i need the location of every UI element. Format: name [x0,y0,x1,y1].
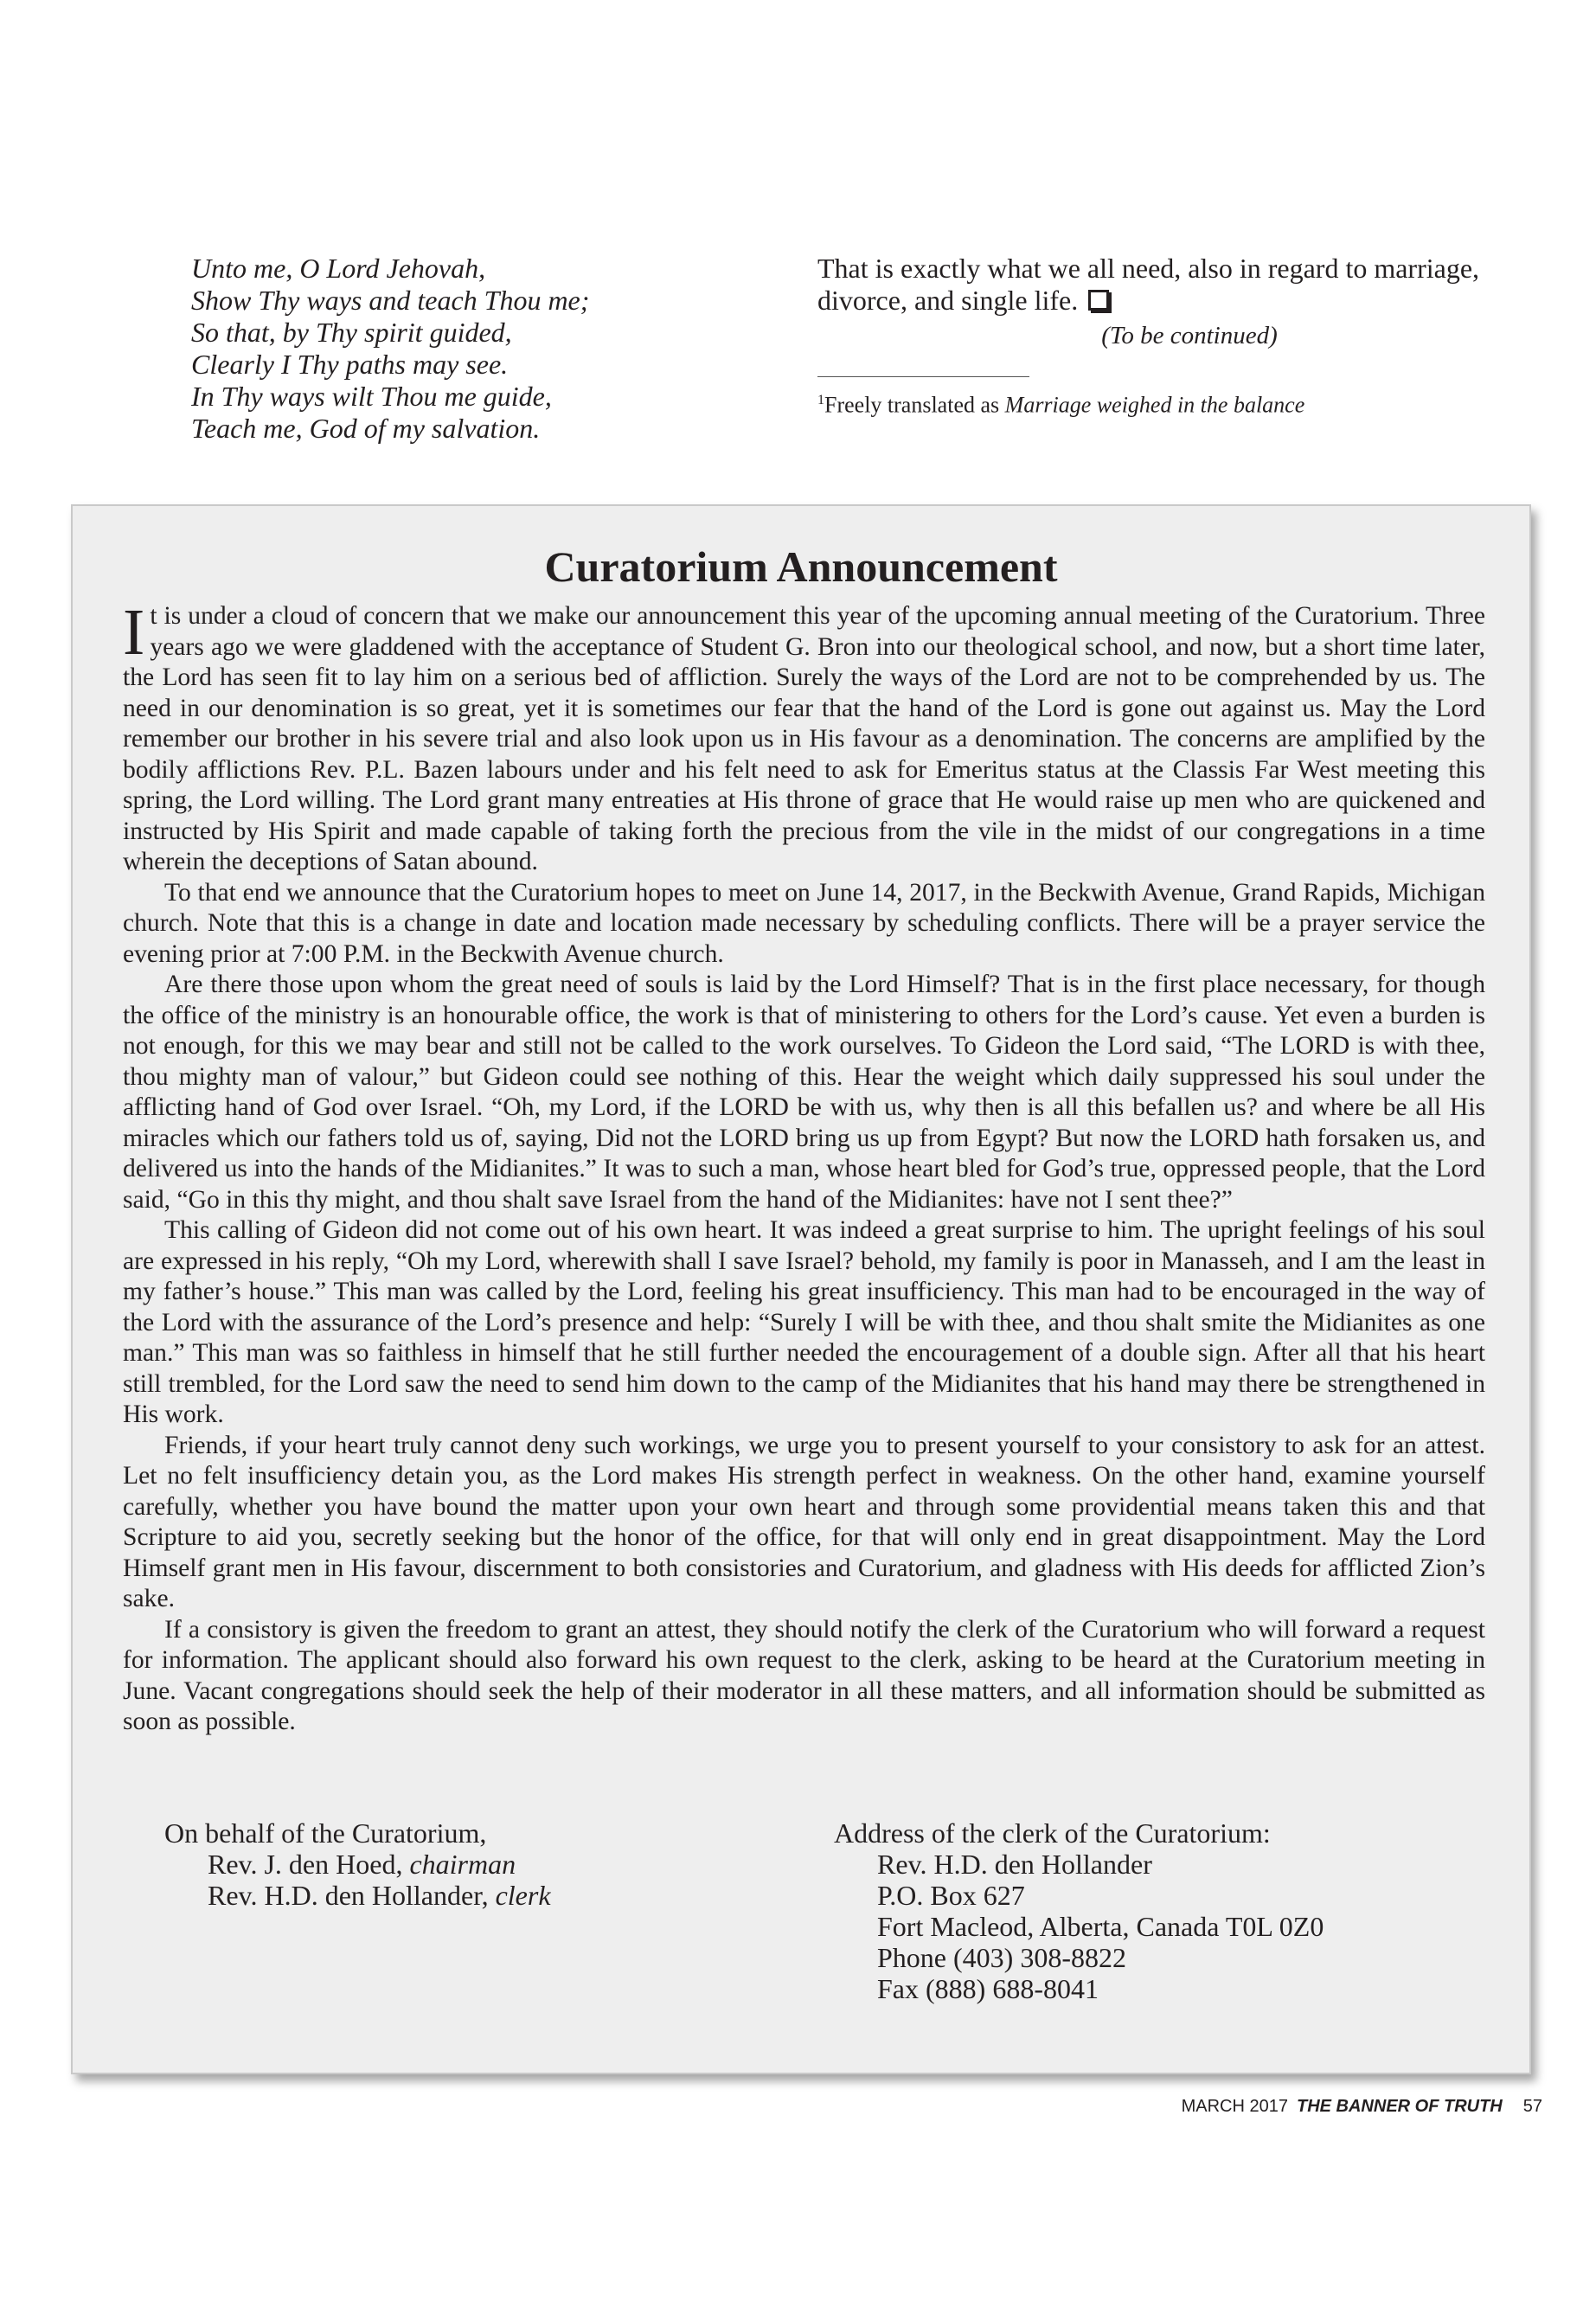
drop-cap: I [123,596,145,669]
poem-stanza [191,253,745,445]
footnote: $^1$Freely translated as Marriage weighed in the balance [817,392,1305,418]
paragraph: It is under a cloud of concern that we make our announcement this year of the upcoming annual meeting of the Curatorium. Three years ago we were gladdened with the acceptance of Student G. Bron into our theological school, and now, but a short time later, the Lord has seen fit to lay him on a serious bed of affliction. Surely the ways of the Lord are not to be comprehended by us. The need in our denomination is so great, yet it is sometimes our fear that the hand of the Lord is gone out against us. May the Lord remember our brother in his severe trial and also look upon us in His favour as a denomination. The concerns are amplified by the bodily afflictions Rev. P.L. Bazen labours under and his felt need to ask for Emeritus status at the Classis Far West meeting this spring, the Lord willing. The Lord grant many entreaties at His throne of grace that He would raise up men who are quickened and instructed by His Spirit and made capable of taking forth the precious from the vile in the midst of our congregations in a time wherein the deceptions of Satan abound. [123,596,1485,875]
paragraph: Friends, if your heart truly cannot deny such workings, we urge you to present yourself to your consistory to ask for an attest. Let no felt insufficiency detain you, as the Lord makes His strength perfect in weakness. On the other hand, examine yourself carefully, whether you have bound the matter upon your own heart and through some providential means taken this and that Scripture to aid you, secretly seeking but the honor of the office, for that will only end in great disappointment. May the Lord Himself grant men in His favour, discernment to both consistories and Curatorium, and gladness with His deeds for afflicted Zion’s sake. [123,1431,1485,1612]
page-number: 57 [1522,2097,1542,2116]
issue-date: MARCH 2017 [1181,2097,1288,2116]
magazine-title: THE BANNER OF TRUTH [1296,2097,1503,2116]
paragraph: Are there those upon whom the great need of souls is laid by the Lord Himself? That is in the first place necessary, for though the office of the ministry is an honourable office, the work is that of ministering to others for the Lord’s cause. Yet even a burden is not enough, for this we may bear and still not be called to the work ourselves. To Gideon the Lord said, “The LORD is with thee, thou mighty man of valour,” but Gideon could see nothing of this. Hear the weight which daily suppressed his soul under the afflicting hand of God over Israel. “Oh, my Lord, if the LORD be with us, why then is all this befallen us? and where be all His miracles which our fathers told us of, saying, Did not the LORD bring us up from Egypt? But now the LORD hath forsaken us, and delivered us into the hands of the Midianites.” It was to such a man, whose heart bled for God’s true, oppressed people, that the Lord said, “Go in this thy might, and thou shalt save Israel from the hand of the Midianites: have not I sent thee?” [123,971,1485,1214]
closing-paragraph: That is exactly what we all need, also in regard to marriage, divorce, and single life. [817,253,1480,316]
to-be-continued: (To be continued) [1101,322,1278,349]
announcement-body [123,596,1485,1738]
poem-line: Show Thy ways and teach Thou me; [191,285,590,316]
poem-line: Teach me, God of my salvation. [191,413,541,444]
announcement-title: Curatorium Announcement [544,542,1058,591]
signature-block: On behalf of the Curatorium, Rev. J. den Hoed, chairman Rev. H.D. den Hollander, clerk [164,1817,551,1911]
footnote-divider [817,376,1029,377]
poem-line: In Thy ways wilt Thou me guide, [191,381,552,412]
poem-line: So that, by Thy spirit guided, [191,317,512,348]
paragraph: This calling of Gideon did not come out of his own heart. It was indeed a great surprise to him. The upright feelings of his soul are expressed in his reply, “Oh my Lord, wherewith shall I save Israel? behold, my family is poor in Manasseh, and I am the least in my father’s house.” This man was called by the Lord, feeling his great insufficiency. This man had to be encouraged in the way of the Lord with the assurance of the Lord’s presence and help: “Surely I will be with thee, and thou shalt smite the Midianites as one man.” This man was so faithless in himself that he still further needed the encouragement of a double sign. After all that his heart still trembled, for the Lord saw the need to send him down to the camp of the Midianites that his hand may there be strengthened in His work. [123,1216,1485,1428]
paragraph: To that end we announce that the Curatorium hopes to meet on June 14, 2017, in the Beckwith Avenue, Grand Rapids, Michigan church. Note that this is a change in date and location made necessary by scheduling conflicts. There will be a prayer service the evening prior at 7:00 P.M. in the Beckwith Avenue church. [123,878,1485,968]
paragraph: If a consistory is given the freedom to grant an attest, they should notify the clerk of the Curatorium who will forward a request for information. The applicant should also forward his own request to the clerk, asking to be heard at the Curatorium meeting in June. Vacant congregations should seek the help of their moderator in all these matters, and all information should be submitted as soon as possible. [123,1615,1485,1735]
announcement-panel [71,504,1531,2074]
previous-article-ending [817,253,1535,421]
page-footer [1182,2097,1542,2117]
end-mark-icon [1088,290,1109,311]
clerk-address-block: Address of the clerk of the Curatorium: Rev. H.D. den Hollander P.O. Box 627 Fort Macleod, Alberta, Canada T0L 0Z0 Phone (403) 308-8822 Fax (888) 688-8041 [834,1817,1324,2004]
poem-line: Unto me, O Lord Jehovah, [191,253,486,284]
poem-line: Clearly I Thy paths may see. [191,349,509,380]
